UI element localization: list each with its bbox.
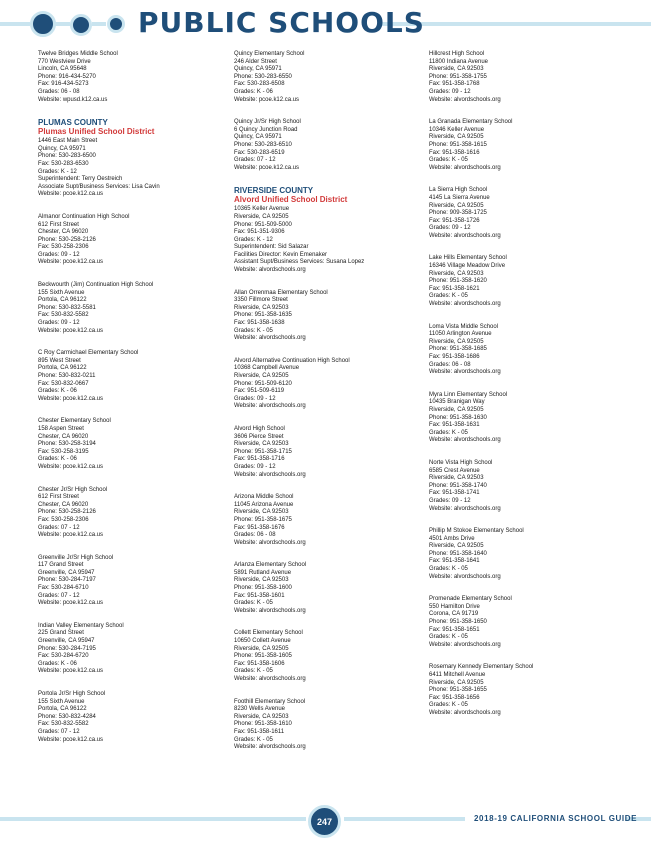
website-line: Website: pcoe.k12.ca.us bbox=[234, 163, 300, 171]
phone-line: Phone: 951-509-6120 bbox=[234, 379, 292, 387]
fax-line: Fax: 951-358-1651 bbox=[429, 625, 480, 633]
phone-line: Phone: 530-283-6510 bbox=[234, 140, 292, 148]
entry-line: 4501 Ambs Drive bbox=[429, 534, 475, 542]
grades-line: Grades: 09 - 12 bbox=[429, 224, 471, 232]
entry-line: Assistant Supt/Business Services: Susana Lopez bbox=[234, 258, 365, 266]
fax-line: Fax: 951-358-1676 bbox=[234, 523, 285, 531]
grades-line: Grades: 09 - 12 bbox=[429, 496, 471, 504]
school-name: La Granada Elementary School bbox=[429, 118, 513, 126]
entry-line: 155 Sixth Avenue bbox=[38, 288, 85, 296]
district-heading: Plumas Unified School District bbox=[38, 127, 155, 137]
school-entry bbox=[234, 357, 424, 410]
website-line: Website: pcoe.k12.ca.us bbox=[38, 531, 104, 539]
website-line: Website: alvordschools.org bbox=[429, 163, 501, 171]
grades-line: Grades: 06 - 08 bbox=[429, 360, 471, 368]
fax-line: Fax: 951-358-1686 bbox=[429, 353, 480, 360]
entry-line: Riverside, CA 92503 bbox=[429, 65, 484, 73]
school-name: Allan Orrenmaa Elementary School bbox=[234, 288, 328, 296]
page-title: PUBLIC SCHOOLS bbox=[138, 6, 425, 39]
website-line: Website: alvordschools.org bbox=[429, 708, 501, 716]
school-name: Lake Hills Elementary School bbox=[429, 254, 507, 262]
entry-line: 11800 Indiana Avenue bbox=[429, 57, 488, 65]
footer-rule-left bbox=[0, 817, 306, 821]
column-1 bbox=[38, 50, 228, 758]
school-name: Beckwourth (Jim) Continuation High School bbox=[38, 281, 154, 289]
fax-line: Fax: 951-509-6119 bbox=[234, 387, 285, 395]
entry-line: Riverside, CA 92503 bbox=[234, 440, 289, 448]
website-line: Website: pcoe.k12.ca.us bbox=[38, 462, 104, 470]
grades-line: Grades: K - 06 bbox=[38, 455, 77, 463]
fax-line: Fax: 530-284-6720 bbox=[38, 652, 89, 660]
website-line: Website: alvordschools.org bbox=[429, 640, 501, 648]
school-name: Promenade Elementary School bbox=[429, 595, 512, 603]
header-dot-medium bbox=[70, 14, 92, 36]
phone-line: Phone: 530-258-2126 bbox=[38, 508, 96, 516]
grades-line: Grades: K - 06 bbox=[38, 387, 77, 395]
district-heading: Alvord Unified School District bbox=[234, 195, 348, 205]
entry-line: Greenville, CA 95947 bbox=[38, 637, 95, 645]
entry-line: Riverside, CA 92505 bbox=[429, 405, 484, 413]
entry-line: Riverside, CA 92505 bbox=[429, 542, 484, 550]
school-entry bbox=[429, 459, 619, 512]
fax-line: Fax: 530-284-6710 bbox=[38, 584, 89, 592]
entry-line: Riverside, CA 92505 bbox=[234, 644, 289, 652]
entry-line: Riverside, CA 92503 bbox=[429, 269, 484, 277]
school-entry bbox=[429, 595, 619, 648]
school-name: Quincy Jr/Sr High School bbox=[234, 118, 301, 126]
website-line: Website: alvordschools.org bbox=[429, 436, 501, 444]
phone-line: Phone: 530-284-7197 bbox=[38, 576, 96, 584]
school-entry bbox=[38, 50, 228, 103]
school-entry bbox=[429, 663, 619, 716]
school-name: Rosemary Kennedy Elementary School bbox=[429, 663, 534, 671]
school-name: Alvord Alternative Continuation High School bbox=[234, 356, 350, 364]
school-name: Quincy Elementary School bbox=[234, 50, 305, 57]
county-heading: RIVERSIDE COUNTY bbox=[234, 186, 314, 196]
fax-line: Fax: 530-258-2306 bbox=[38, 515, 89, 523]
entry-line: Chester, CA 96020 bbox=[38, 500, 89, 508]
grades-line: Grades: 07 - 12 bbox=[38, 727, 80, 735]
phone-line: Phone: 951-358-1600 bbox=[234, 584, 292, 592]
phone-line: Phone: 951-358-1685 bbox=[429, 345, 487, 353]
phone-line: Phone: 951-358-1635 bbox=[234, 311, 292, 319]
entry-line: Riverside, CA 92505 bbox=[429, 133, 484, 141]
fax-line: Fax: 530-832-5582 bbox=[38, 720, 89, 728]
fax-line: Fax: 916-434-5273 bbox=[38, 80, 89, 88]
school-entry bbox=[38, 622, 228, 675]
entry-line: 4145 La Sierra Avenue bbox=[429, 193, 490, 201]
grades-line: Grades: K - 05 bbox=[429, 428, 468, 436]
entry-line: Quincy, CA 95971 bbox=[234, 65, 282, 73]
school-entry bbox=[234, 698, 424, 751]
phone-line: Phone: 951-358-1740 bbox=[429, 481, 487, 489]
phone-line: Phone: 916-434-5270 bbox=[38, 72, 96, 80]
school-name: Chester Jr/Sr High School bbox=[38, 485, 108, 493]
entry-line: 10650 Collett Avenue bbox=[234, 637, 291, 645]
phone-line: Phone: 530-258-2126 bbox=[38, 235, 96, 243]
phone-line: Phone: 951-358-1615 bbox=[429, 140, 487, 148]
fax-line: Fax: 951-358-1716 bbox=[234, 455, 285, 463]
entry-line: Riverside, CA 92503 bbox=[234, 576, 289, 584]
school-entry bbox=[38, 554, 228, 607]
entry-line: Riverside, CA 92505 bbox=[234, 372, 289, 379]
school-entry bbox=[38, 137, 228, 198]
fax-line: Fax: 951-358-1741 bbox=[429, 489, 480, 497]
entry-line: 225 Grand Street bbox=[38, 629, 84, 637]
school-entry bbox=[234, 561, 424, 614]
school-name: Hillcrest High School bbox=[429, 50, 485, 57]
guide-title: 2018-19 CALIFORNIA SCHOOL GUIDE bbox=[474, 814, 638, 823]
entry-line: Corona, CA 91719 bbox=[429, 610, 479, 618]
grades-line: Grades: 07 - 12 bbox=[38, 523, 80, 531]
fax-line: Fax: 951-358-1726 bbox=[429, 216, 480, 224]
entry-line: 770 Westview Drive bbox=[38, 57, 91, 65]
entry-line: Riverside, CA 92503 bbox=[429, 474, 484, 482]
school-entry bbox=[234, 289, 424, 342]
grades-line: Grades: 06 - 08 bbox=[234, 531, 276, 539]
website-line: Website: pcoe.k12.ca.us bbox=[38, 258, 104, 266]
school-entry bbox=[429, 254, 619, 307]
entry-line: 550 Hamilton Drive bbox=[429, 602, 480, 610]
school-entry bbox=[234, 50, 424, 103]
school-entry bbox=[234, 425, 424, 478]
entry-line: 6 Quincy Junction Road bbox=[234, 125, 298, 133]
entry-line: 155 Sixth Avenue bbox=[38, 697, 85, 705]
entry-line: 1446 East Main Street bbox=[38, 137, 98, 145]
website-line: Website: pcoe.k12.ca.us bbox=[38, 326, 104, 334]
grades-line: Grades: K - 12 bbox=[234, 235, 273, 243]
grades-line: Grades: K - 05 bbox=[429, 701, 468, 709]
fax-line: Fax: 951-358-1601 bbox=[234, 591, 285, 599]
school-entry bbox=[429, 50, 619, 103]
entry-line: 158 Aspen Street bbox=[38, 424, 84, 432]
entry-line: Riverside, CA 92505 bbox=[429, 337, 484, 345]
entry-line: 10365 Keller Avenue bbox=[234, 205, 290, 213]
grades-line: Grades: 09 - 12 bbox=[38, 319, 80, 327]
entry-line: Superintendent: Sid Salazar bbox=[234, 243, 309, 251]
fax-line: Fax: 951-358-1656 bbox=[429, 693, 480, 701]
header-dot-small bbox=[107, 15, 125, 33]
phone-line: Phone: 530-283-6500 bbox=[38, 152, 96, 160]
school-entry bbox=[38, 281, 228, 334]
column-3 bbox=[429, 50, 619, 732]
fax-line: Fax: 951-351-9306 bbox=[234, 228, 285, 236]
website-line: Website: alvordschools.org bbox=[234, 743, 306, 751]
entry-line: Chester, CA 96020 bbox=[38, 432, 89, 440]
grades-line: Grades: K - 05 bbox=[234, 599, 273, 607]
entry-line: Riverside, CA 92503 bbox=[234, 508, 289, 516]
school-name: Greenville Jr/Sr High School bbox=[38, 553, 114, 561]
entry-line: 3606 Pierce Street bbox=[234, 432, 284, 440]
phone-line: Phone: 909-358-1725 bbox=[429, 209, 487, 217]
grades-line: Grades: 06 - 08 bbox=[38, 87, 80, 95]
school-entry bbox=[234, 118, 424, 171]
website-line: Website: pcoe.k12.ca.us bbox=[38, 735, 104, 743]
fax-line: Fax: 951-358-1611 bbox=[234, 727, 285, 735]
website-line: Website: alvordschools.org bbox=[429, 95, 501, 103]
grades-line: Grades: K - 05 bbox=[429, 292, 468, 300]
school-entry bbox=[38, 349, 228, 402]
school-name: Loma Vista Middle School bbox=[429, 322, 499, 330]
entry-line: 6585 Crest Avenue bbox=[429, 466, 480, 474]
entry-line: 8230 Wells Avenue bbox=[234, 705, 285, 713]
entry-line: 6411 Mitchell Avenue bbox=[429, 671, 486, 678]
grades-line: Grades: 09 - 12 bbox=[429, 87, 471, 95]
entry-line: Facilities Director: Kevin Emenaker bbox=[234, 250, 328, 258]
fax-line: Fax: 530-258-3195 bbox=[38, 447, 89, 455]
school-name: C Roy Carmichael Elementary School bbox=[38, 349, 139, 357]
website-line: Website: pcoe.k12.ca.us bbox=[38, 667, 104, 675]
header-dot-large bbox=[30, 11, 56, 37]
school-entry bbox=[38, 690, 228, 743]
school-name: Norte Vista High School bbox=[429, 458, 493, 466]
phone-line: Phone: 530-258-3194 bbox=[38, 440, 96, 448]
grades-line: Grades: K - 12 bbox=[38, 167, 77, 175]
phone-line: Phone: 951-509-5000 bbox=[234, 220, 292, 228]
school-name: Collett Elementary School bbox=[234, 629, 303, 637]
entry-line: Portola, CA 96122 bbox=[38, 705, 87, 713]
grades-line: Grades: K - 05 bbox=[429, 565, 468, 573]
phone-line: Phone: 951-358-1655 bbox=[429, 686, 487, 694]
entry-line: Lincoln, CA 95648 bbox=[38, 65, 87, 73]
entry-line: 895 West Street bbox=[38, 356, 81, 364]
school-name: Portola Jr/Sr High School bbox=[38, 690, 106, 697]
fax-line: Fax: 530-283-6519 bbox=[234, 148, 285, 156]
phone-line: Phone: 951-358-1650 bbox=[429, 618, 487, 626]
fax-line: Fax: 951-358-1641 bbox=[429, 557, 480, 565]
entry-line: 3350 Fillmore Street bbox=[234, 296, 288, 304]
school-name: Myra Linn Elementary School bbox=[429, 390, 508, 398]
phone-line: Phone: 951-358-1715 bbox=[234, 447, 292, 455]
website-line: Website: alvordschools.org bbox=[234, 470, 306, 478]
entry-line: Quincy, CA 95971 bbox=[234, 133, 282, 141]
entry-line: 612 First Street bbox=[38, 493, 79, 501]
page-number-badge: 247 bbox=[308, 805, 341, 838]
grades-line: Grades: 09 - 12 bbox=[234, 462, 276, 470]
fax-line: Fax: 951-358-1616 bbox=[429, 148, 480, 156]
website-line: Website: pcoe.k12.ca.us bbox=[38, 190, 104, 198]
fax-line: Fax: 530-283-6530 bbox=[38, 159, 89, 167]
school-name: Chester Elementary School bbox=[38, 417, 111, 425]
entry-line: Riverside, CA 92503 bbox=[234, 303, 289, 311]
school-entry bbox=[234, 205, 424, 273]
grades-line: Grades: K - 05 bbox=[234, 326, 273, 334]
school-entry bbox=[429, 118, 619, 171]
fax-line: Fax: 530-283-6508 bbox=[234, 80, 285, 88]
fax-line: Fax: 951-358-1606 bbox=[234, 659, 285, 667]
entry-line: Superintendent: Terry Oestreich bbox=[38, 175, 123, 183]
website-line: Website: pcoe.k12.ca.us bbox=[38, 394, 104, 402]
website-line: Website: alvordschools.org bbox=[429, 231, 501, 239]
entry-line: Chester, CA 96020 bbox=[38, 228, 89, 236]
school-entry bbox=[429, 527, 619, 580]
column-2 bbox=[234, 50, 424, 766]
website-line: Website: pcoe.k12.ca.us bbox=[234, 95, 300, 103]
school-name: Indian Valley Elementary School bbox=[38, 621, 124, 629]
grades-line: Grades: 09 - 12 bbox=[38, 250, 80, 258]
entry-line: Riverside, CA 92505 bbox=[234, 212, 289, 220]
school-name: La Sierra High School bbox=[429, 186, 488, 194]
entry-line: 11045 Arizona Avenue bbox=[234, 500, 294, 508]
website-line: Website: alvordschools.org bbox=[234, 334, 306, 342]
website-line: Website: alvordschools.org bbox=[429, 504, 501, 512]
website-line: Website: alvordschools.org bbox=[429, 368, 501, 376]
phone-line: Phone: 951-358-1640 bbox=[429, 549, 487, 557]
grades-line: Grades: 09 - 12 bbox=[234, 394, 276, 402]
entry-line: Portola, CA 96122 bbox=[38, 296, 87, 304]
phone-line: Phone: 951-358-1675 bbox=[234, 515, 292, 523]
grades-line: Grades: K - 05 bbox=[429, 156, 468, 164]
grades-line: Grades: K - 05 bbox=[234, 735, 273, 743]
grades-line: Grades: K - 06 bbox=[38, 659, 77, 667]
school-entry bbox=[429, 323, 619, 376]
phone-line: Phone: 951-358-1605 bbox=[234, 652, 292, 660]
website-line: Website: alvordschools.org bbox=[234, 538, 306, 546]
header-rule-segment bbox=[92, 22, 106, 26]
school-name: Foothill Elementary School bbox=[234, 697, 306, 705]
footer-rule-middle bbox=[344, 817, 465, 821]
school-entry bbox=[38, 417, 228, 470]
entry-line: Associate Supt/Business Services: Lisa Cavin bbox=[38, 182, 160, 190]
school-name: Alvord High School bbox=[234, 424, 285, 432]
fax-line: Fax: 530-832-0667 bbox=[38, 379, 89, 387]
entry-line: Riverside, CA 92505 bbox=[429, 201, 484, 209]
entry-line: 16346 Village Meadow Drive bbox=[429, 262, 506, 270]
grades-line: Grades: 07 - 12 bbox=[234, 156, 276, 164]
county-heading: PLUMAS COUNTY bbox=[38, 118, 108, 128]
entry-line: Quincy, CA 95971 bbox=[38, 144, 86, 152]
phone-line: Phone: 951-358-1755 bbox=[429, 72, 487, 80]
website-line: Website: alvordschools.org bbox=[234, 266, 306, 274]
website-line: Website: alvordschools.org bbox=[429, 572, 501, 580]
school-name: Phillip M Stokoe Elementary School bbox=[429, 527, 524, 535]
phone-line: Phone: 951-358-1630 bbox=[429, 413, 487, 421]
entry-line: Greenville, CA 95947 bbox=[38, 568, 95, 576]
grades-line: Grades: 07 - 12 bbox=[38, 591, 80, 599]
phone-line: Phone: 951-358-1610 bbox=[234, 720, 292, 728]
entry-line: 10346 Keller Avenue bbox=[429, 125, 485, 133]
website-line: Website: alvordschools.org bbox=[234, 675, 306, 682]
entry-line: 10435 Branigan Way bbox=[429, 398, 485, 406]
entry-line: 246 Alder Street bbox=[234, 57, 277, 65]
entry-line: 117 Grand Street bbox=[38, 561, 84, 569]
school-entry bbox=[38, 213, 228, 266]
phone-line: Phone: 951-358-1620 bbox=[429, 277, 487, 285]
fax-line: Fax: 951-358-1631 bbox=[429, 421, 480, 429]
fax-line: Fax: 530-258-2306 bbox=[38, 243, 89, 251]
school-entry bbox=[234, 629, 424, 682]
fax-line: Fax: 951-358-1621 bbox=[429, 284, 480, 292]
fax-line: Fax: 951-358-1768 bbox=[429, 80, 480, 88]
phone-line: Phone: 530-832-0211 bbox=[38, 372, 96, 379]
school-entry bbox=[429, 186, 619, 239]
entry-line: Riverside, CA 92503 bbox=[234, 712, 289, 720]
entry-line: Portola, CA 96122 bbox=[38, 364, 87, 372]
website-line: Website: pcoe.k12.ca.us bbox=[38, 599, 104, 607]
phone-line: Phone: 530-832-5581 bbox=[38, 303, 96, 311]
school-name: Almanor Continuation High School bbox=[38, 212, 130, 220]
grades-line: Grades: K - 05 bbox=[429, 633, 468, 641]
phone-line: Phone: 530-284-7195 bbox=[38, 644, 96, 652]
website-line: Website: alvordschools.org bbox=[429, 300, 501, 308]
website-line: Website: alvordschools.org bbox=[234, 606, 306, 614]
fax-line: Fax: 951-358-1638 bbox=[234, 319, 285, 327]
entry-line: 11050 Arlington Avenue bbox=[429, 330, 492, 338]
entry-line: 10368 Campbell Avenue bbox=[234, 364, 300, 372]
entry-line: 612 First Street bbox=[38, 220, 79, 228]
website-line: Website: alvordschools.org bbox=[234, 402, 306, 410]
fax-line: Fax: 530-832-5582 bbox=[38, 311, 89, 319]
header-rule-left bbox=[0, 22, 30, 26]
grades-line: Grades: K - 06 bbox=[234, 87, 273, 95]
school-name: Arizona Middle School bbox=[234, 493, 294, 501]
phone-line: Phone: 530-832-4284 bbox=[38, 712, 96, 720]
school-entry bbox=[38, 486, 228, 539]
school-name: Arlanza Elementary School bbox=[234, 561, 307, 569]
school-entry bbox=[234, 493, 424, 546]
entry-line: Riverside, CA 92505 bbox=[429, 678, 484, 686]
website-line: Website: wpusd.k12.ca.us bbox=[38, 95, 108, 103]
entry-line: 5891 Rutland Avenue bbox=[234, 568, 292, 576]
school-entry bbox=[429, 391, 619, 444]
grades-line: Grades: K - 05 bbox=[234, 667, 273, 675]
phone-line: Phone: 530-283-6550 bbox=[234, 72, 292, 80]
school-name: Twelve Bridges Middle School bbox=[38, 50, 118, 57]
